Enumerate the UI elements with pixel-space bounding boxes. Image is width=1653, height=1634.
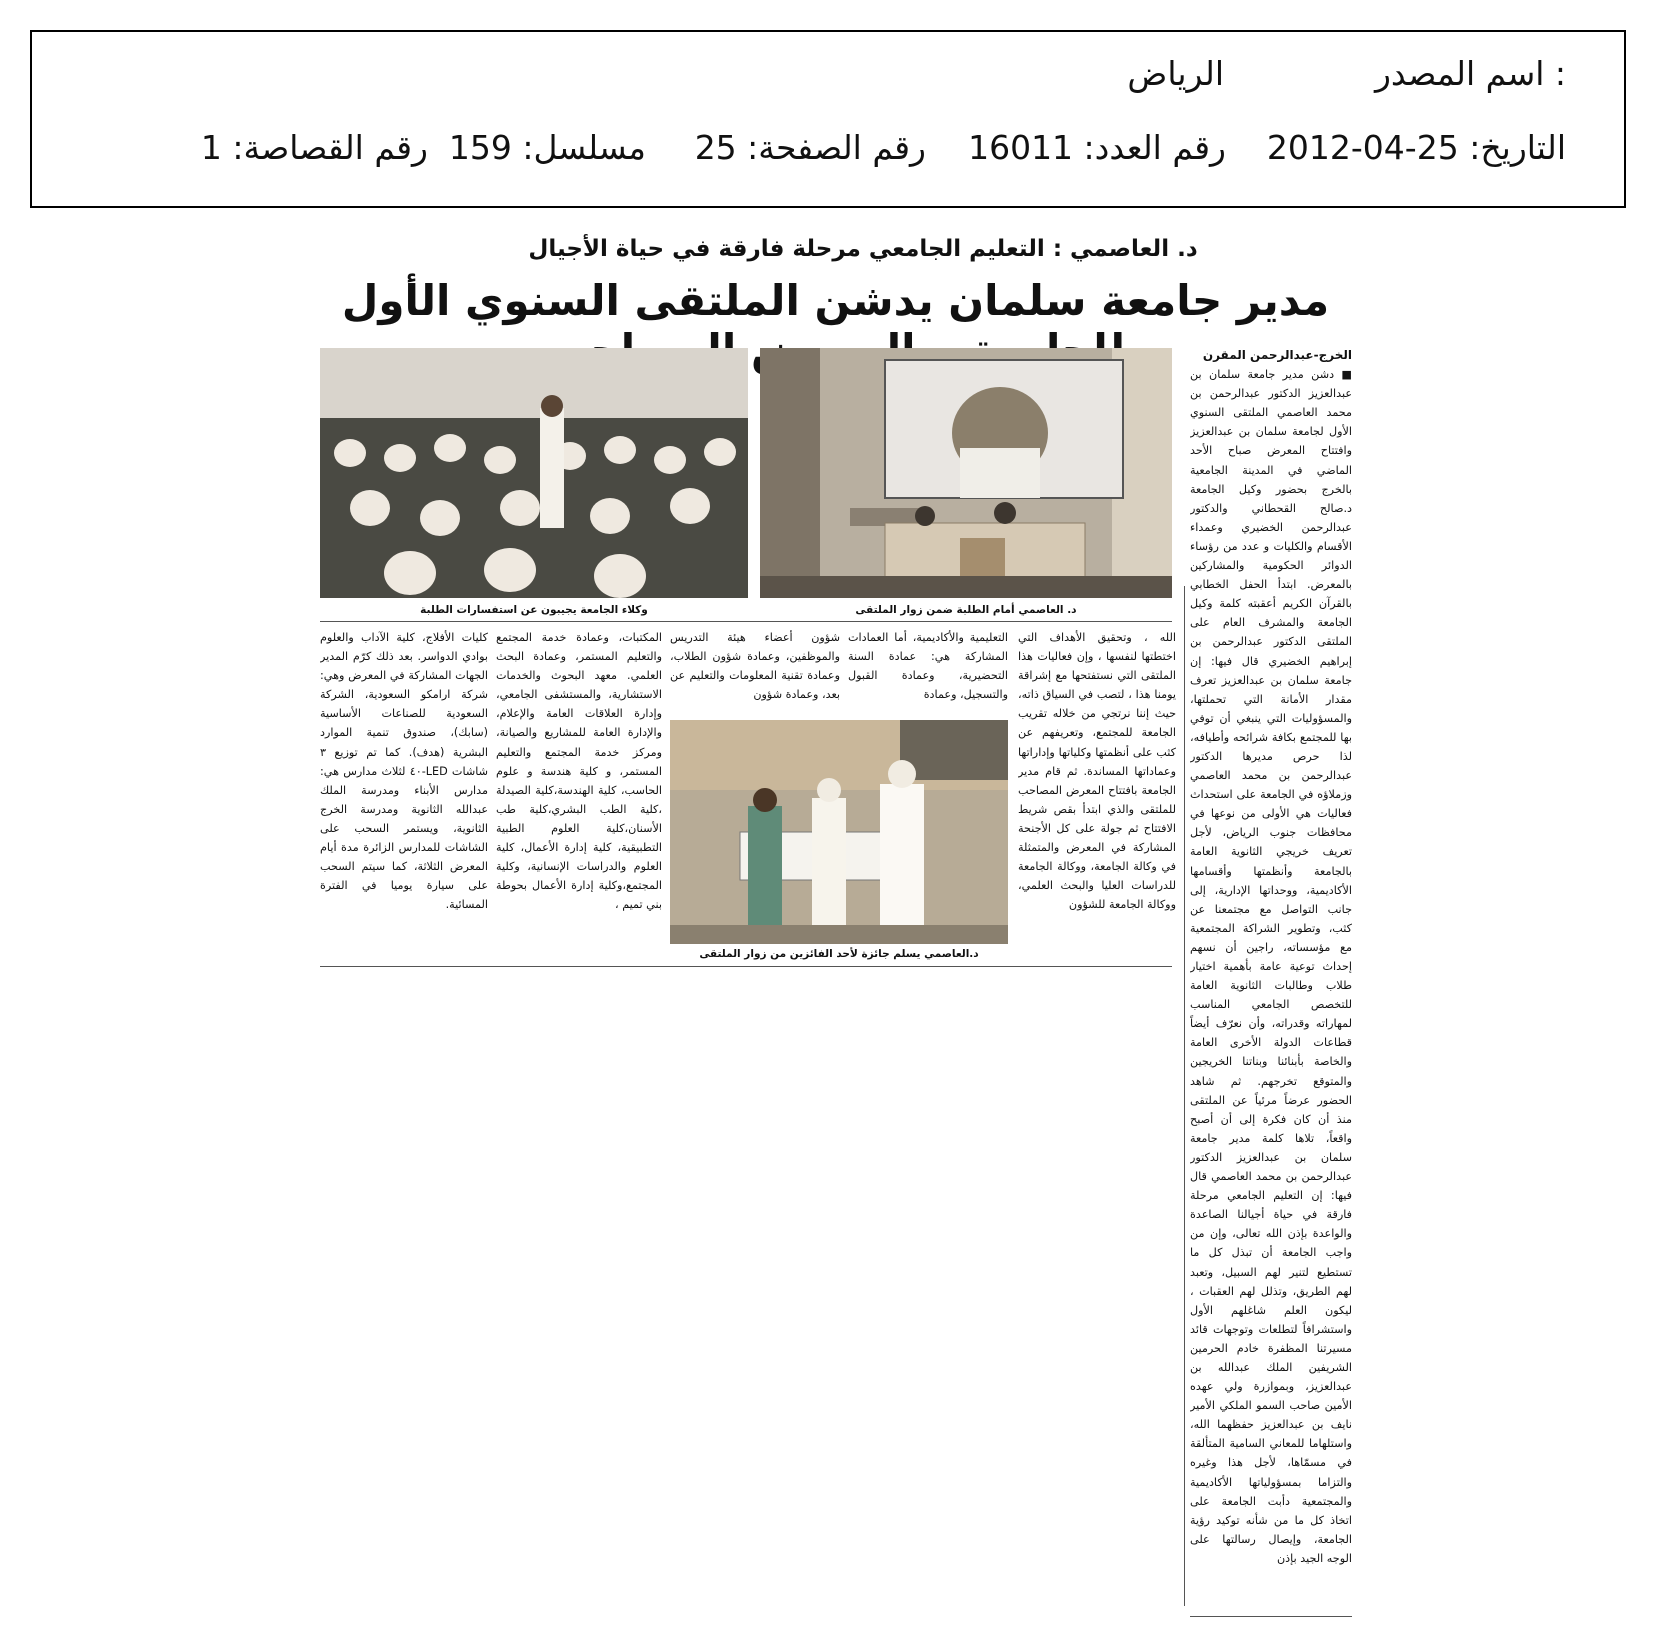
serial-field: مسلسل: 159 xyxy=(448,128,646,167)
article-headline: مدير جامعة سلمان يدشن الملتقى السنوي الأول xyxy=(341,276,1330,325)
article-column-4 xyxy=(670,628,840,708)
page-field: رقم الصفحة: 25 xyxy=(694,128,926,167)
column-divider xyxy=(1184,586,1185,1606)
source-value: الرياض xyxy=(1127,54,1224,93)
issue-field: رقم العدد: 16011 xyxy=(968,128,1226,167)
clipping-header-box xyxy=(30,30,1626,208)
date-field: التاريخ: 25-04-2012 xyxy=(1266,128,1566,167)
article-column-1 xyxy=(1190,346,1352,1611)
lower-rule xyxy=(320,966,1172,967)
audience-photo-image xyxy=(320,348,748,598)
photo-caption-audience: وكلاء الجامعة يجيبون عن استفسارات الطلبة xyxy=(420,604,648,616)
column-2-text: الله ، وتحقيق الأهداف التي اختطتها لنفسها ، وإن فعاليات هذا الملتقى التي نستفتحها مع إشراقة يومنا هذا ، لتصب في السياق ذاته، حيث إننا نرتجي من خلاله تقريب الجامعة للمجتمع، وتعريفهم عن كثب على أنظمتها وكلياتها وإداراتها وعماداتها المساندة. ثم قام مدير الجامعة بافتتاح المعرض المصاحب للملتقى والذي ابتدأ بقص شريط الافتتاح ثم جولة على كل الأجنحة المشاركة في المعرض والمتمثلة في وكالة الجامعة، ووكالة الجامعة للدراسات العليا والبحث العلمي، ووكالة الجامعة للشؤون xyxy=(1018,631,1176,912)
caption-rule xyxy=(320,621,1172,622)
column-3-text: التعليمية والأكاديمية، أما العمادات المشاركة هي: عمادة السنة التحضيرية، وعمادة القبول والتسجيل، وعمادة xyxy=(848,631,1008,702)
photo-award-handover xyxy=(670,720,1008,944)
newspaper-clipping xyxy=(318,236,1353,1620)
photo-audience xyxy=(320,348,748,598)
column-4-text: شؤون أعضاء هيئة التدريس والموظفين، وعمادة شؤون الطلاب، وعمادة تقنية المعلومات والتعليم عن بعد، وعمادة شؤون xyxy=(670,631,840,702)
byline: الخرج-عبدالرحمن المقرن xyxy=(1202,348,1352,362)
photo-caption-award: د.العاصمي يسلم جائزة لأحد الفائزين من زوار الملتقى xyxy=(699,948,979,960)
photo-caption-stage: د. العاصمي أمام الطلبة ضمن زوار الملتقى xyxy=(855,604,1077,616)
award-photo-image xyxy=(670,720,1008,944)
column-6-text: كليات الأفلاج، كلية الآداب والعلوم بوادي الدواسر. بعد ذلك كرّم المدير الجهات المشاركة في المعرض وهي: شركة ارامكو السعودية، الشركة السعودية للصناعات الأساسية (سابك)، صندوق تنمية الموارد البشرية (هدف). كما تم توزيع ٣ شاشات LED-٤٠ لثلاث مدارس هي: مدارس الأبناء ومدرسة الملك عبدالله الثانوية ومدرسة الخرج الثانوية، ويستمر السحب على الشاشات للمدارس الزائرة مدة أيام المعرض الثلاثة، كما سيتم السحب على سيارة يوميا في الفترة المسائية. xyxy=(320,631,488,912)
column-5-text: المكتبات، وعمادة خدمة المجتمع والتعليم المستمر، وعمادة البحث العلمي. معهد البحوث والخدمات الاستشارية، والمستشفى الجامعي، وإدارة العلاقات العامة والإعلام، والإدارة العامة للمشاريع والصيانة، ومركز خدمة المجتمع والتعليم المستمر، و كلية هندسة و علوم الحاسب، كلية الهندسة،كلية الصيدلة ،كلية الطب البشري،كلية طب الأسنان،كلية العلوم الطبية التطبيقية، كلية إدارة الأعمال، كلية العلوم والدراسات الإنسانية، وكلية المجتمع،وكلية إدارة الأعمال بحوطة بني تميم ، xyxy=(496,631,662,912)
source-label: اسم المصدر : xyxy=(1374,54,1566,93)
stage-photo-image xyxy=(760,348,1172,598)
clipping-number-field: رقم القصاصة: 1 xyxy=(200,128,428,167)
article-column-6 xyxy=(320,628,488,968)
photo-stage-presentation xyxy=(760,348,1172,598)
article-column-2 xyxy=(1018,628,1176,970)
column-1-text: ■ دشن مدير جامعة سلمان بن عبدالعزيز الدكتور عبدالرحمن بن محمد العاصمي الملتقى السنوي الأول لجامعة سلمان بن عبدالعزيز وافتتاح المعرض صباح الأحد الماضي في المدينة الجامعية بالخرج بحضور وكيل الجامعة د.صالح القحطاني والدكتور عبدالرحمن الخضيري وعمداء الأقسام والكليات و عدد من رؤساء الدوائر الحكومية والمشاركين بالمعرض. ابتدأ الحفل الخطابي بالقرآن الكريم أعقبته كلمة وكيل الجامعة والمشرف العام على الملتقى الدكتور عبدالرحمن بن إبراهيم الخضيري قال فيها: إن جامعة سلمان بن عبدالعزيز تعرف مقدار الأمانة التي تحملتها، والمسؤوليات التي ينبغي أن توفي بها للمجتمع بكافة شرائحه وأطيافه، لذا حرص مديرها الدكتور عبدالرحمن بن محمد العاصمي وزملاؤه في الجامعة على استحداث فعاليات هي الأولى من نوعها في محافظات جنوب الرياض، لأجل تعريف خريجي الثانوية العامة بالجامعة وأنظمتها وأقسامها الأكاديمية، ووحداتها الإدارية، إلى جانب التواصل مع مجتمعنا عن كثب، وتطوير الشراكة المجتمعية مع مؤسساته، راجين أن نسهم إحداث توعية عامة بأهمية اختيار طلاب وطالبات الثانوية العامة للتخصص الجامعي المناسب لمهاراته وقدراته، وأن نعرّف أيضاً قطاعات الدولة الأخرى العامة والخاصة بأبنائنا وبناتنا الخريجين والمتوقع تخرجهم. ثم شاهد الحضور عرضاً مرئياً عن الملتقى منذ أن كان فكرة إلى أن أصبح واقعاً، تلاها كلمة مدير جامعة سلمان بن عبدالعزيز الدكتور عبدالرحمن بن محمد العاصمي قال فيها: إن التعليم الجامعي مرحلة فارقة في حياة أجيالنا الصاعدة والواعدة بإذن الله تعالى، وإن من واجب الجامعة أن تبذل كل ما تستطيع لتنير لهم السبيل، وتعبد لهم الطريق، وتذلل لهم العقبات ، ليكون العلم شاغلهم الأول واستشرافاً لتطلعات وتوجهات قائد مسيرتنا المظفرة خادم الحرمين الشريفين الملك عبدالله بن عبدالعزيز، وبموازرة ولي عهده الأمين صاحب السمو الملكي الأمير نايف بن عبدالعزيز حفظهما الله، واستلهاما للمعاني السامية المتألقة في مسمّاها، لأجل هذا وغيره والتزاما بمسؤولياتها الأكاديمية والمجتمعية دأبت الجامعة على اتخاذ كل ما من شأنه توكيد رؤية الجامعة، وإيصال رسالتها على الوجه الجيد بإذن xyxy=(1190,368,1352,1565)
article-kicker: د. العاصمي : التعليم الجامعي مرحلة فارقة في حياة الأجيال xyxy=(528,236,1198,262)
article-column-3 xyxy=(848,628,1008,708)
bottom-rule xyxy=(1190,1616,1352,1617)
article-column-5 xyxy=(496,628,662,968)
